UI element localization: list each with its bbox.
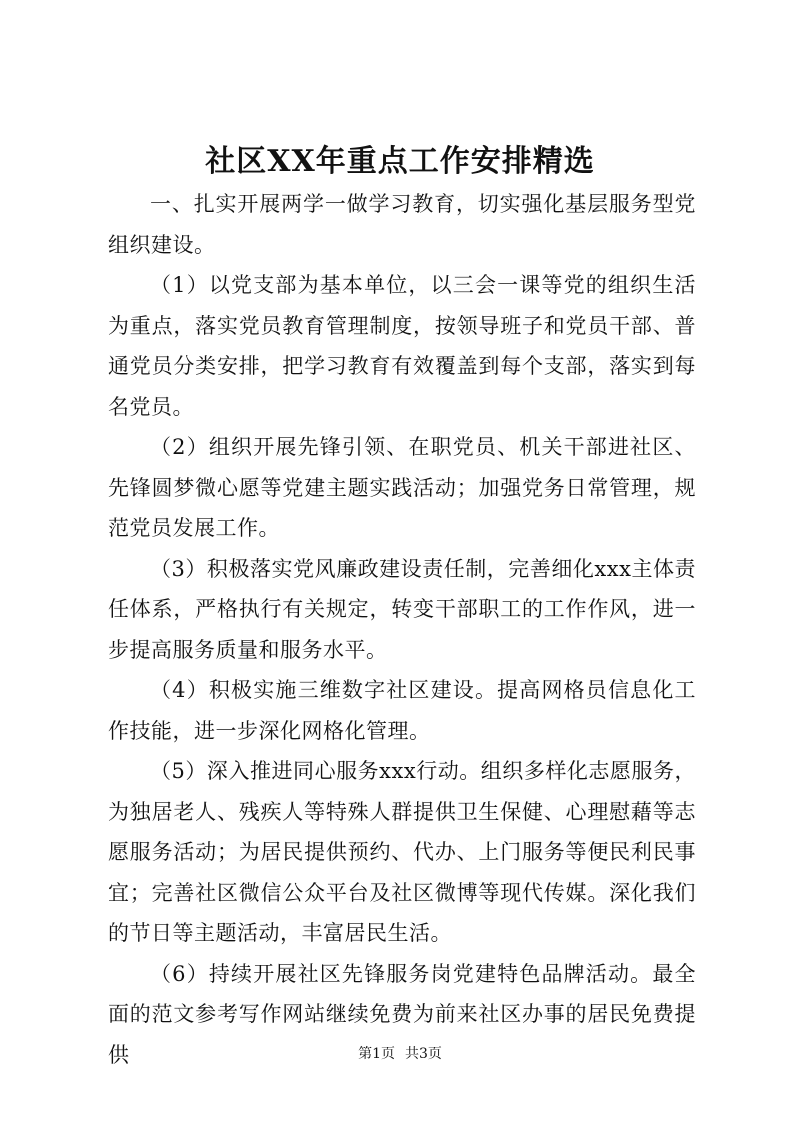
page-number: 第1页 [358, 1046, 395, 1062]
document-title: 社区XX年重点工作安排精选 [205, 144, 595, 179]
paragraph-item-2: （2）组织开展先锋引领、在职党员、机关干部进社区、先锋圆梦微心愿等党建主题实践活动；加强党务日常管理，规范党员发展工作。 [108, 435, 696, 540]
paragraph-item-3: （3）积极落实党风廉政建设责任制，完善细化xxx主体责任体系，严格执行有关规定，转变干部职工的工作作风，进一步提高服务质量和服务水平。 [108, 556, 696, 662]
page-total: 共3页 [405, 1046, 442, 1062]
paragraph-item-1: （1）以党支部为基本单位，以三会一课等党的组织生活为重点，落实党员教育管理制度，按领导班子和党员干部、普通党员分类安排，把学习教育有效覆盖到每个支部，落实到每名党员。 [108, 273, 696, 419]
document-body [108, 184, 696, 1075]
page-footer [0, 1044, 800, 1064]
paragraph-item-4: （4）积极实施三维数字社区建设。提高网格员信息化工作技能，进一步深化网格化管理。 [108, 678, 696, 743]
paragraph-item-5: （5）深入推进同心服务xxx行动。组织多样化志愿服务，为独居老人、残疾人等特殊人群提供卫生保健、心理慰藉等志愿服务活动；为居民提供预约、代办、上门服务等便民利民事宜；完善社区微信公众平台及社区微博等现代传媒。深化我们的节日等主题活动，丰富居民生活。 [108, 759, 696, 945]
paragraph-section-1: 一、扎实开展两学一做学习教育，切实强化基层服务型党组织建设。 [108, 192, 696, 257]
paragraph-item-6: （6）持续开展社区先锋服务岗党建特色品牌活动。最全面的范文参考写作网站继续免费为前来社区办事的居民免费提供 [108, 961, 696, 1067]
